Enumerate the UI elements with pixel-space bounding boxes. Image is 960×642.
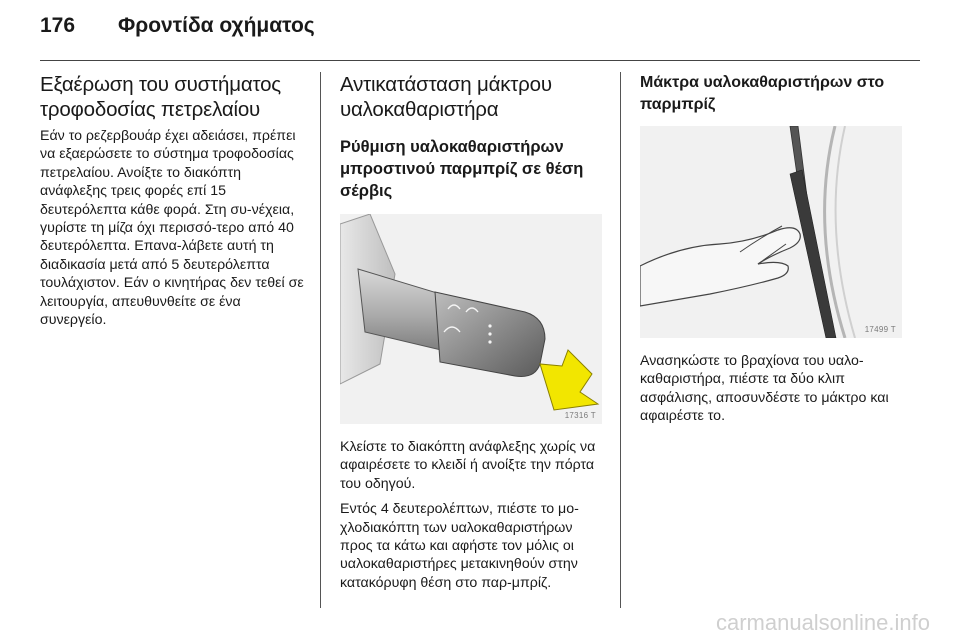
- section-heading-fuel-bleeding: Εξαέρωση του συστήματος τροφοδοσίας πετρελαίου: [40, 73, 281, 121]
- page-header: [40, 14, 315, 50]
- figure-code: 17499 T: [864, 325, 896, 334]
- column-fuel-bleeding: [40, 72, 308, 329]
- figure-code: 17316 T: [564, 411, 596, 420]
- subheading-wiper-blades: Μάκτρα υαλοκαθαριστήρων στο παρμπρίζ: [640, 74, 885, 113]
- watermark: carmanualsonline.info: [715, 610, 930, 635]
- service-step-2: Εντός 4 δευτερολέπτων, πιέστε το μο-χλοδιακόπτη των υαλοκαθαριστήρων προς τα κάτω και αφήστε τον μόλις οι υαλοκαθαριστήρες μετακινηθούν στην κατακόρυφη θέση στο παρ-μπρίζ.: [340, 501, 579, 591]
- wiper-blade-illustration: [640, 126, 902, 338]
- fuel-bleeding-text: Εάν το ρεζερβουάρ έχει αδειάσει, πρέπει να εξαερώσετε το σύστημα τροφοδοσίας πετρελαίου. Ανοίξτε το διακόπτη ανάφλεξης τρεις φορές επί 15 δευτερόλεπτα κάθε φορά. Στη συ-νέχεια, γυρίστε τη μίζα όχι περισσό-τερο από 40 δευτερόλεπτα. Επανα-λάβετε αυτή τη διαδικασία μετά από 5 δευτερόλεπτα τουλάχιστον. Εάν ο κινητήρας δεν τεθεί σε λειτουργία, απευθυνθείτε σε ένα συνεργείο.: [40, 128, 304, 329]
- column-divider-2: [620, 72, 621, 608]
- header-divider: [40, 60, 920, 61]
- blade-removal-step: Ανασηκώστε το βραχίονα του υαλο-καθαριστήρα, πιέστε τα δύο κλιπ ασφάλισης, αποσυνδέστε το μάκτρο και αφαιρέστε το.: [640, 353, 889, 425]
- column-wiper-replacement: [340, 72, 608, 592]
- page-title: Φροντίδα οχήματος: [118, 14, 315, 37]
- service-step-1: Κλείστε το διακόπτη ανάφλεξης χωρίς να αφαιρέσετε το κλειδί ή ανοίξτε την πόρτα του οδηγού.: [340, 439, 596, 492]
- column-wiper-blades: [640, 72, 902, 426]
- column-divider-1: [320, 72, 321, 608]
- wiper-blade-figure: [640, 126, 902, 338]
- section-heading-wiper-replacement: Αντικατάσταση μάκτρου υαλοκαθαριστήρα: [340, 73, 552, 121]
- wiper-switch-figure: [340, 214, 602, 424]
- wiper-lever-illustration: [340, 214, 602, 424]
- subheading-service-position: Ρύθμιση υαλοκαθαριστήρων μπροστινού παρμπρίζ σε θέση σέρβις: [340, 138, 584, 200]
- page-number: 176: [40, 14, 76, 37]
